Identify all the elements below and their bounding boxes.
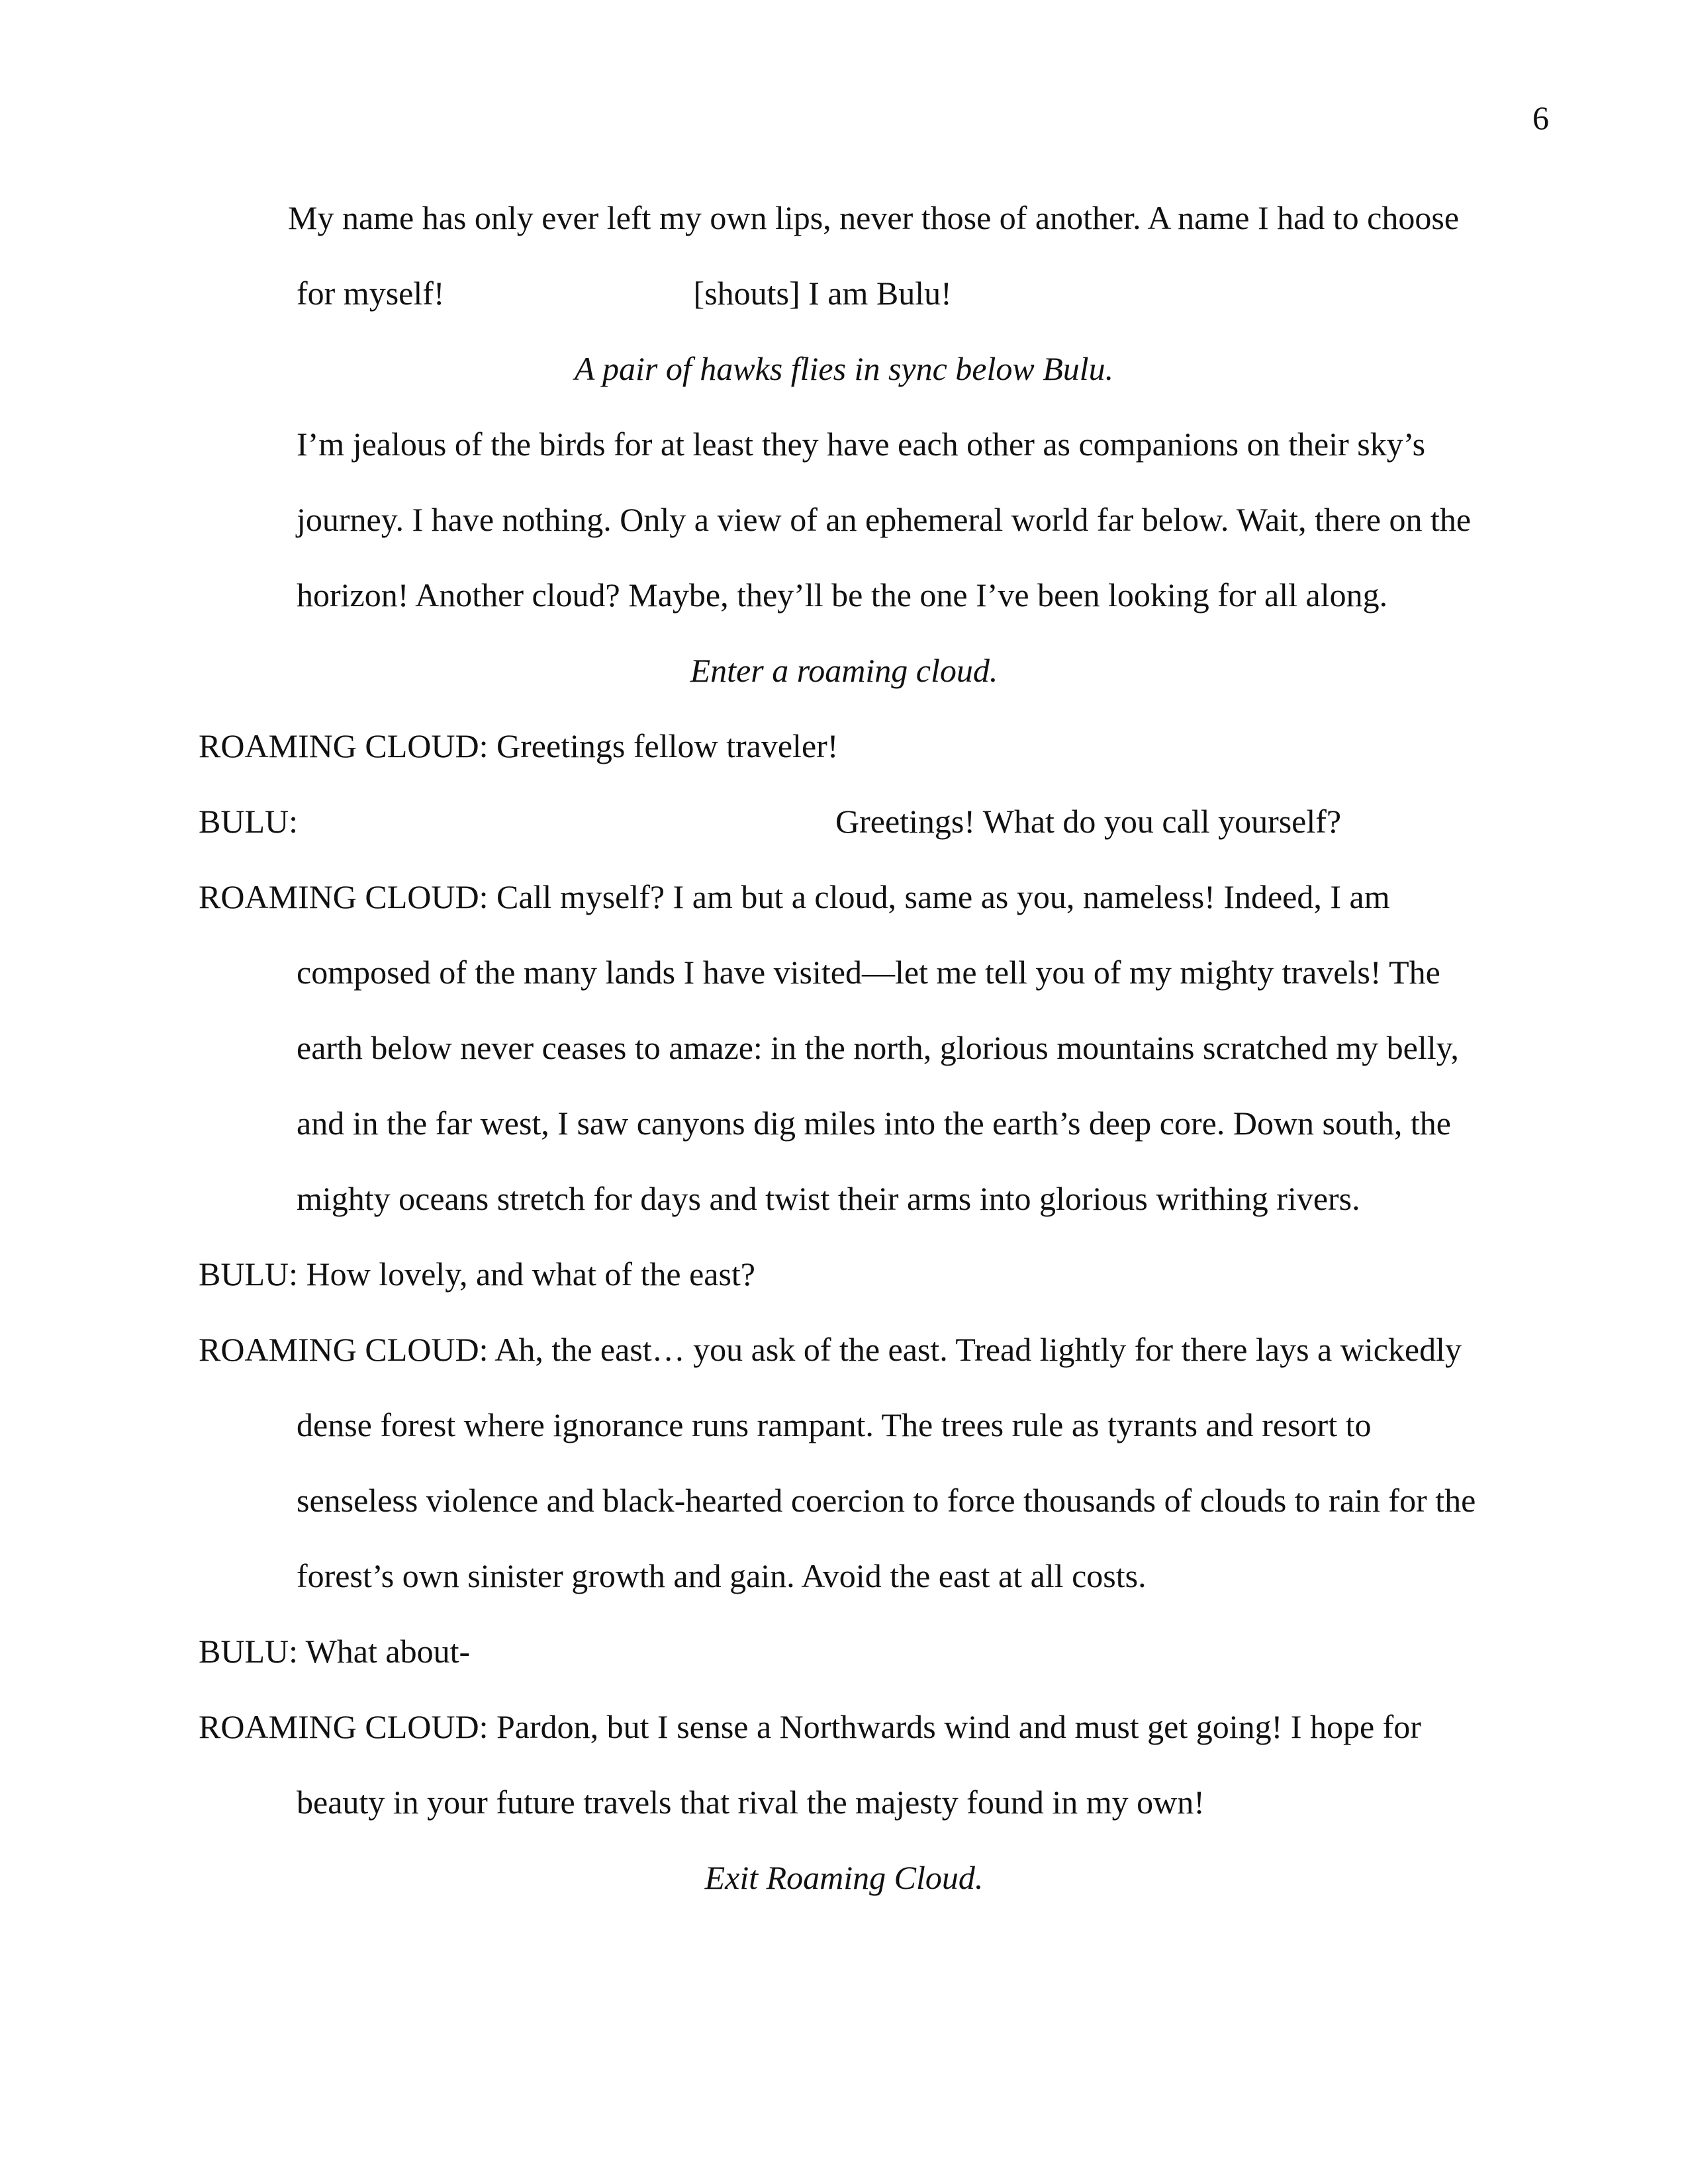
- monologue-line: horizon! Another cloud? Maybe, they’ll be the one I’ve been looking for all along.: [297, 576, 1388, 614]
- dialogue-line: ROAMING CLOUD: Ah, the east… you ask of the east. Tread lightly for there lays a wickedly: [199, 1331, 1462, 1368]
- dialogue-continuation: senseless violence and black-hearted coercion to force thousands of clouds to rain for the: [297, 1482, 1476, 1519]
- monologue-text: for myself!: [297, 275, 445, 312]
- dialogue-line: ROAMING CLOUD: Pardon, but I sense a Northwards wind and must get going! I hope for: [199, 1708, 1421, 1745]
- dialogue-continuation: earth below never ceases to amaze: in the north, glorious mountains scratched my belly,: [297, 1029, 1459, 1066]
- monologue-line: [199, 255, 1489, 331]
- dialogue-text: Greetings! What do you call yourself?: [835, 803, 1342, 840]
- script-body: [199, 180, 1489, 1915]
- dialogue-continuation: forest’s own sinister growth and gain. Avoid the east at all costs.: [297, 1557, 1147, 1594]
- monologue-line: journey. I have nothing. Only a view of an ephemeral world far below. Wait, there on the: [297, 501, 1472, 538]
- dialogue-line: ROAMING CLOUD: Call myself? I am but a cloud, same as you, nameless! Indeed, I am: [199, 878, 1390, 915]
- speaker-name: BULU:: [199, 803, 298, 840]
- dialogue-line: BULU: How lovely, and what of the east?: [199, 1255, 755, 1293]
- dialogue-continuation: composed of the many lands I have visited—let me tell you of my mighty travels! The: [297, 954, 1440, 991]
- stage-direction: Exit Roaming Cloud.: [704, 1859, 984, 1896]
- page-number: 6: [1532, 99, 1549, 136]
- monologue-line: I’m jealous of the birds for at least they have each other as companions on their sky’s: [297, 426, 1426, 463]
- shouted-line: [shouts] I am Bulu!: [693, 275, 952, 312]
- stage-direction: Enter a roaming cloud.: [690, 652, 998, 689]
- dialogue-continuation: dense forest where ignorance runs rampant. The trees rule as tyrants and resort to: [297, 1406, 1372, 1443]
- dialogue-continuation: beauty in your future travels that rival the majesty found in my own!: [297, 1784, 1205, 1821]
- dialogue-line: [199, 784, 1489, 859]
- dialogue-line: BULU: What about-: [199, 1633, 471, 1670]
- dialogue-continuation: and in the far west, I saw canyons dig miles into the earth’s deep core. Down south, the: [297, 1105, 1451, 1142]
- stage-direction: A pair of hawks flies in sync below Bulu.: [574, 350, 1114, 387]
- dialogue-line: ROAMING CLOUD: Greetings fellow traveler!: [199, 727, 839, 764]
- dialogue-continuation: mighty oceans stretch for days and twist their arms into glorious writhing rivers.: [297, 1180, 1360, 1217]
- monologue-line: My name has only ever left my own lips, never those of another. A name I had to choose: [288, 199, 1460, 236]
